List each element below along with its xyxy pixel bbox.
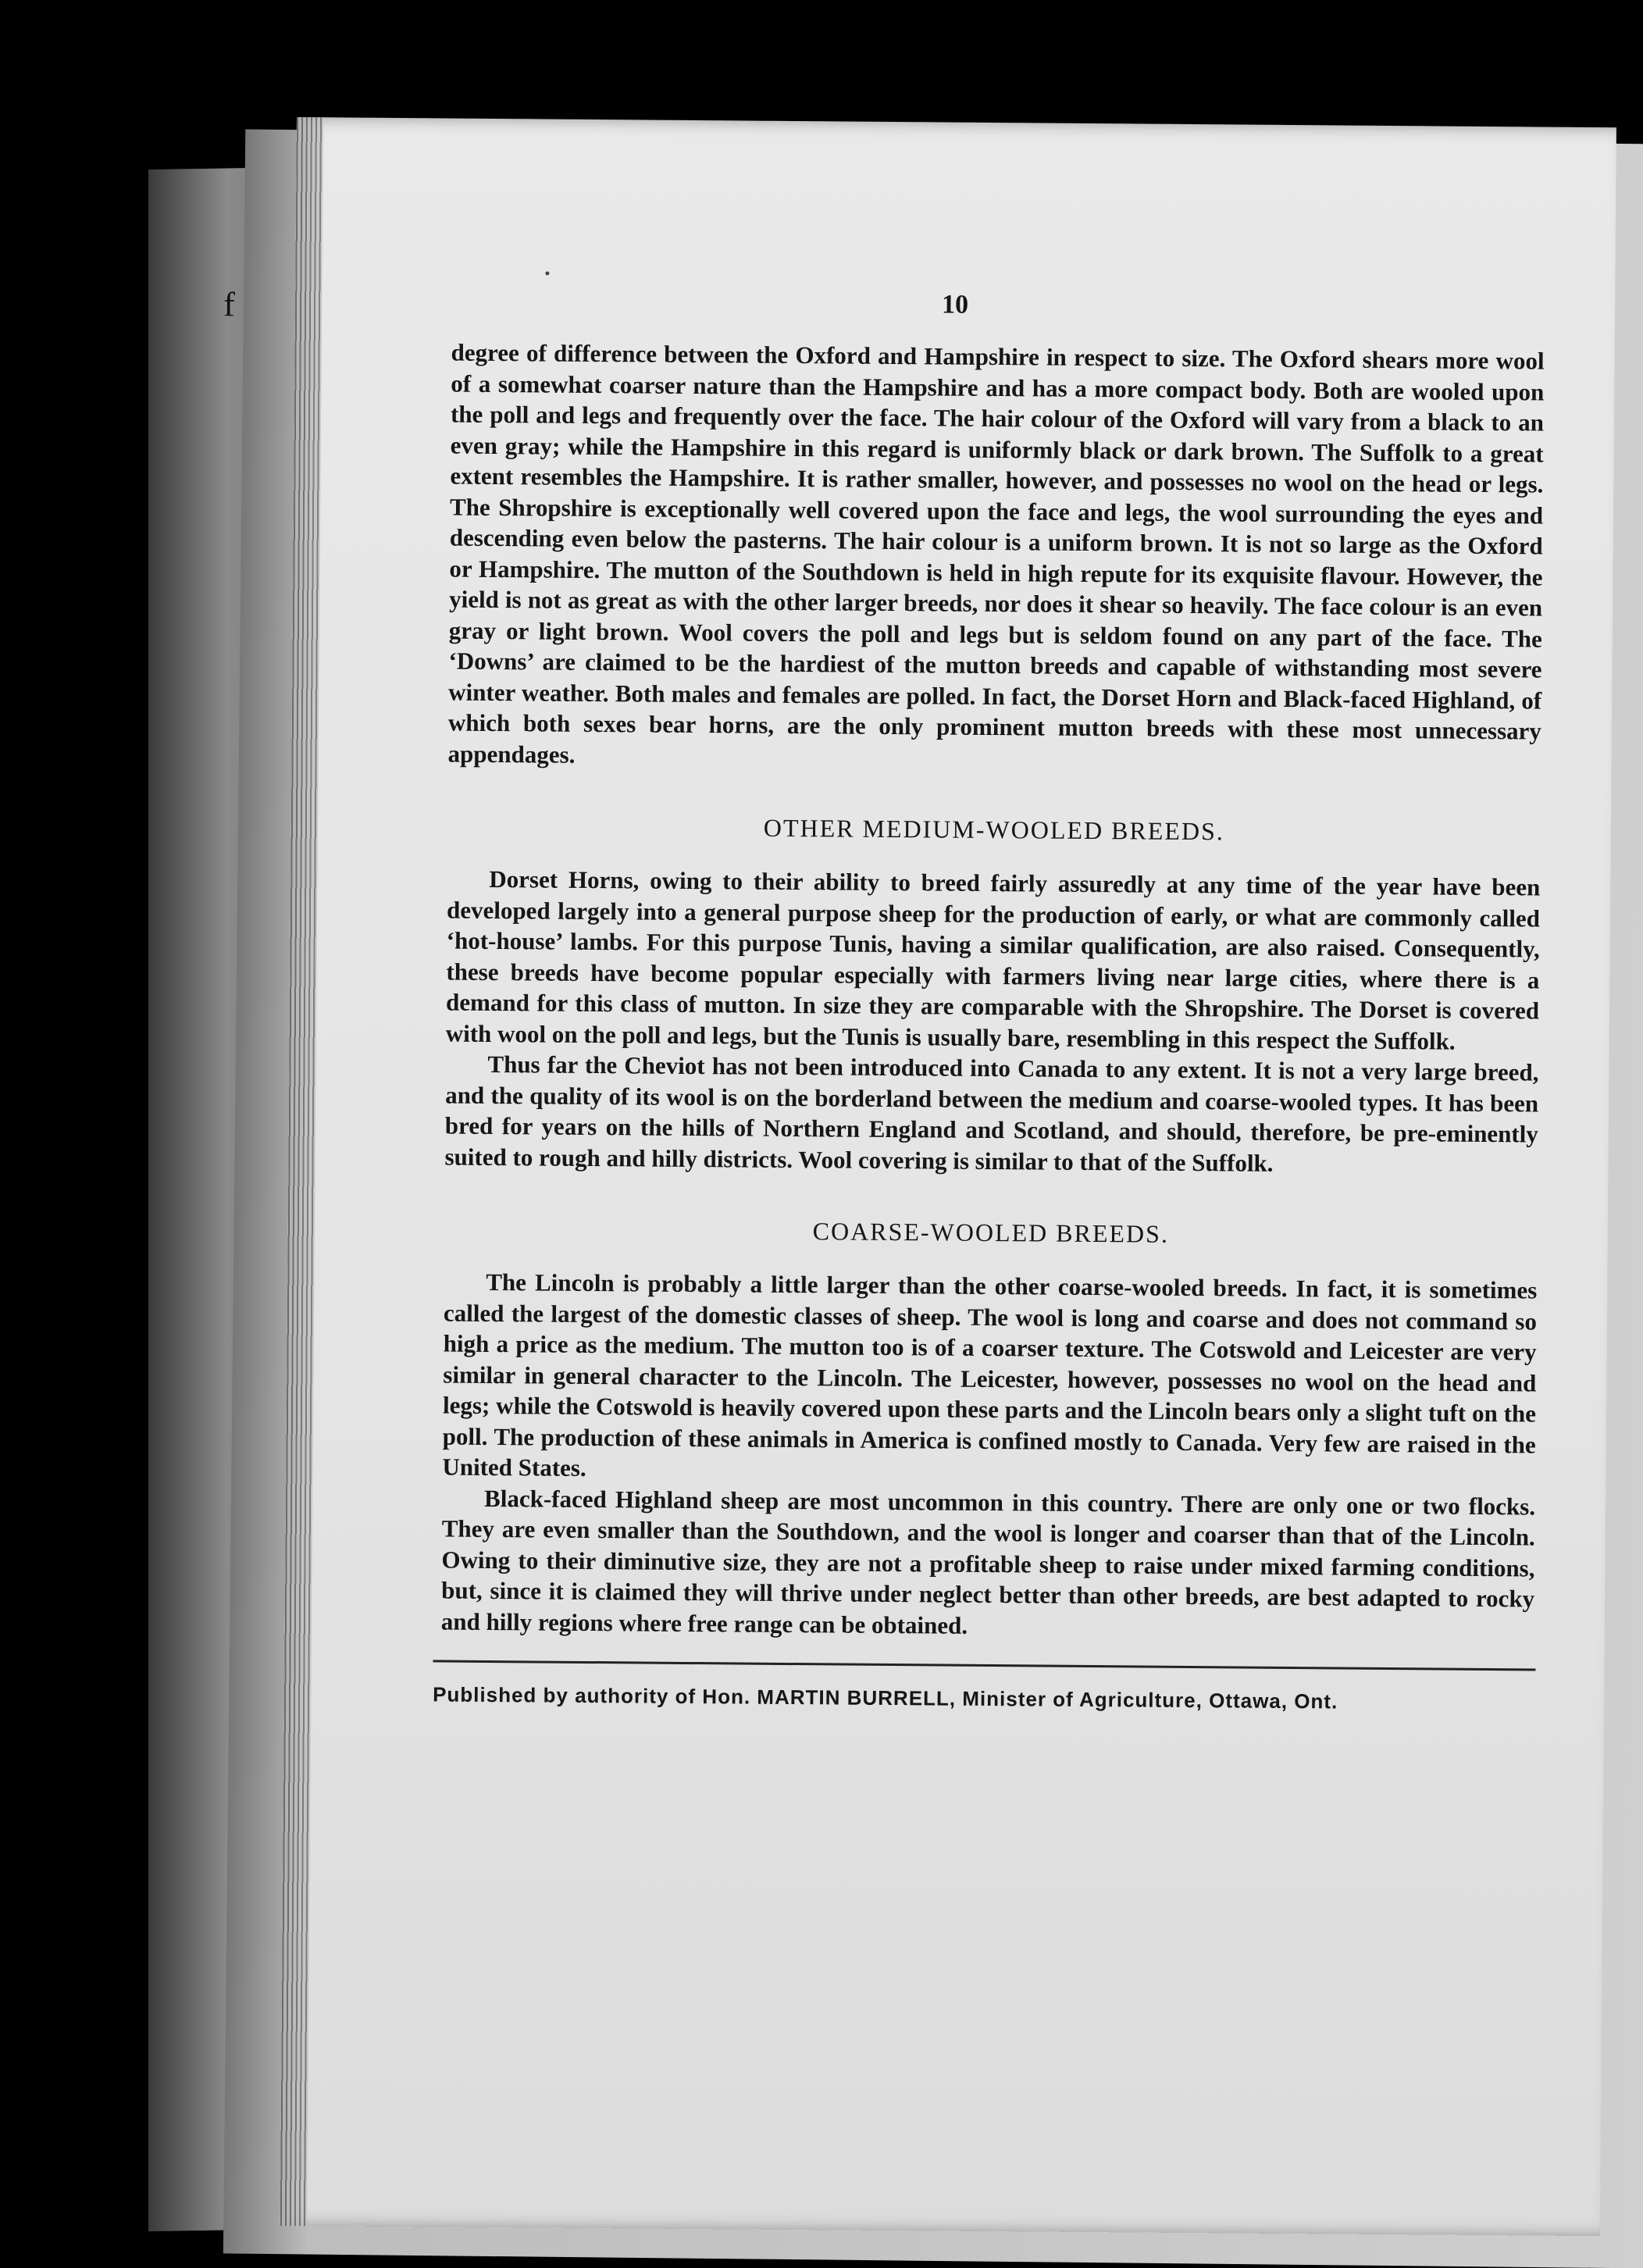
margin-mark: f <box>223 285 235 324</box>
intro-paragraph: degree of difference between the Oxford and Hampshire in respect to size. The Oxford shears more wool of a somewhat coarser nature than the Hampshire and has a more compact body. Both are wooled upon the poll and legs and frequently over the face. The hair colour of the Oxford will vary from a black to an even gray; while the Hampshire in this regard is uniformly black or dark brown. The Suffolk to a great extent resembles the Hampshire. It is rather smaller, however, and possesses no wool on the head or legs. The Shropshire is exceptionally well covered upon the face and legs, the wool surrounding the eyes and descending even below the pasterns. The hair colour is a uniform brown. It is not so large as the Oxford or Hampshire. The mutton of the Southdown is held in high repute for its exquisite flavour. However, the yield is not as great as with the other larger breeds, nor does it shear so heavily. The face colour is an even gray or light brown. Wool covers the poll and legs but is seldom found on any part of the face. The ‘Downs’ are claimed to be the hardiest of the mutton breeds and capable of withstanding most severe winter weather. Both males and females are polled. In fact, the Dorset Horn and Black-faced Highland, of which both sexes bear horns, are the only prominent mutton breeds with these most unnecessary appendages. <box>447 338 1545 768</box>
section-heading-medium-wooled: OTHER MEDIUM-WOOLED BREEDS. <box>763 813 1224 846</box>
paragraph-black-faced-highland: Black-faced Highland sheep are most uncommon in this country. There are only one or two flocks. They are even smaller than the Southdown, and the wool is longer and coarser than that of the Lincoln. Owing to their diminutive size, they are not a profitable sheep to raise under mixed farming conditions, but, since it is claimed they will thrive under neglect better than other breeds, are best adapted to rocky and hilly regions where free range can be obtained. <box>440 1484 1536 1639</box>
section-heading-coarse-wooled: COARSE-WOOLED BREEDS. <box>812 1217 1170 1248</box>
paragraph-lincoln: The Lincoln is probably a little larger than the other coarse-wooled breeds. In fact, it is sometimes called the largest of the domestic classes of sheep. The wool is long and coarse and does not command so high a price as the medium. The mutton too is of a coarser texture. The Cotswold and Leicester are very similar in general character to the Lincoln. The Leicester, however, possesses no wool on the head and legs; while the Cotswold is heavily covered upon these parts and the Lincoln bears only a slight tuft on the poll. The production of these animals in America is confined mostly to Canada. Very few are raised in the United States. <box>442 1268 1538 1482</box>
document-page <box>223 117 1616 2236</box>
paragraph-dorset-horns: Dorset Horns, owing to their ability to breed fairly assuredly at any time of the year have been developed largely into a general purpose sheep for the production of early, or what are commonly called ‘hot-house’ lambs. For this purpose Tunis, having a similar qualification, are also raised. Consequently, these breeds have become popular especially with farmers living near large cities, where there is a demand for this class of mutton. In size they are comparable with the Shropshire. The Dorset is covered with wool on the poll and legs, but the Tunis is usually bare, resembling in this respect the Suffolk. <box>445 865 1541 1055</box>
ink-speck <box>545 272 549 276</box>
publisher-footer: Published by authority of Hon. MARTIN BURRELL, Minister of Agriculture, Ottawa, Ont. <box>433 1682 1338 1713</box>
page-content <box>433 337 1545 1716</box>
paragraph-cheviot: Thus far the Cheviot has not been introduced into Canada to any extent. It is not a very large breed, and the quality of its wool is on the borderland between the medium and coarse-wooled types. It has been bred for years on the hills of Northern England and Scotland, and should, therefore, be pre-eminently suited to rough and hilly districts. Wool covering is similar to that of the Suffolk. <box>444 1050 1539 1177</box>
page-number: 10 <box>941 290 969 319</box>
footer-divider <box>433 1660 1535 1671</box>
